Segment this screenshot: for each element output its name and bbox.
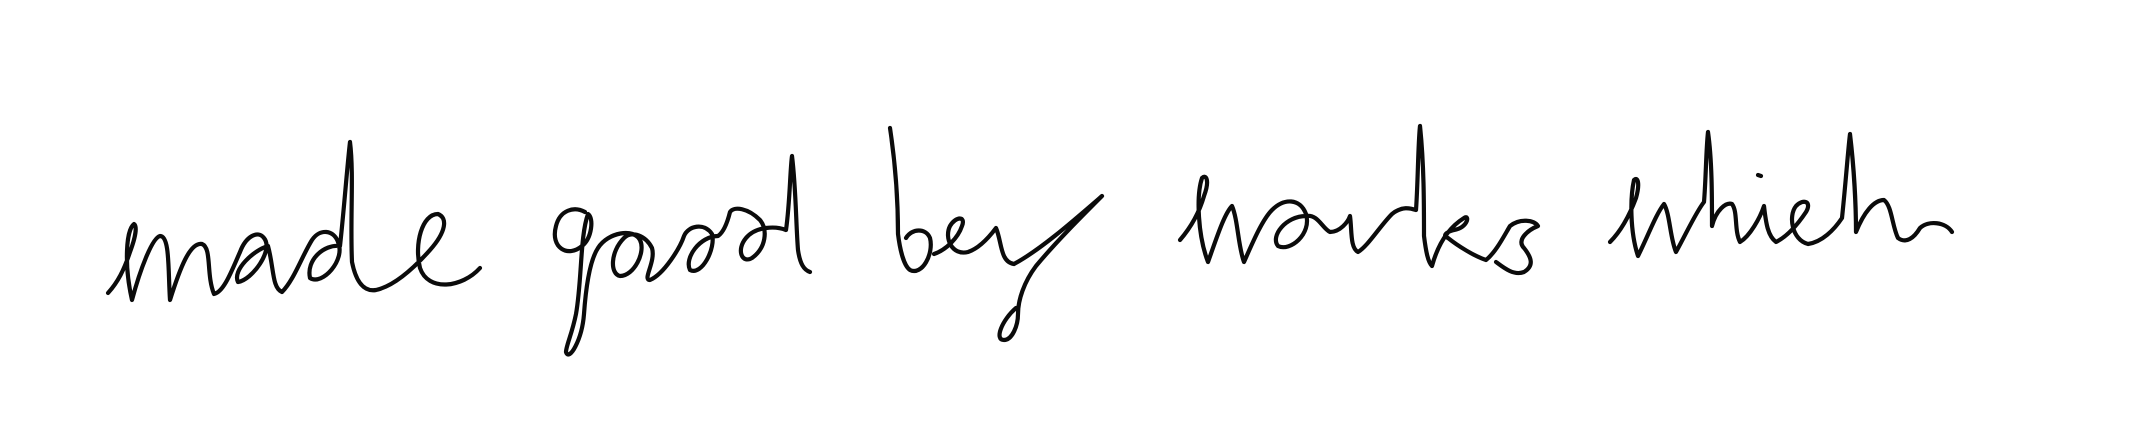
- handwritten-word-which: [1610, 132, 1952, 256]
- handwritten-word-works: [1180, 126, 1538, 273]
- handwritten-word-made: [108, 142, 480, 300]
- handwritten-word-bey: [890, 128, 1102, 340]
- handwritten-word-good: [555, 156, 810, 354]
